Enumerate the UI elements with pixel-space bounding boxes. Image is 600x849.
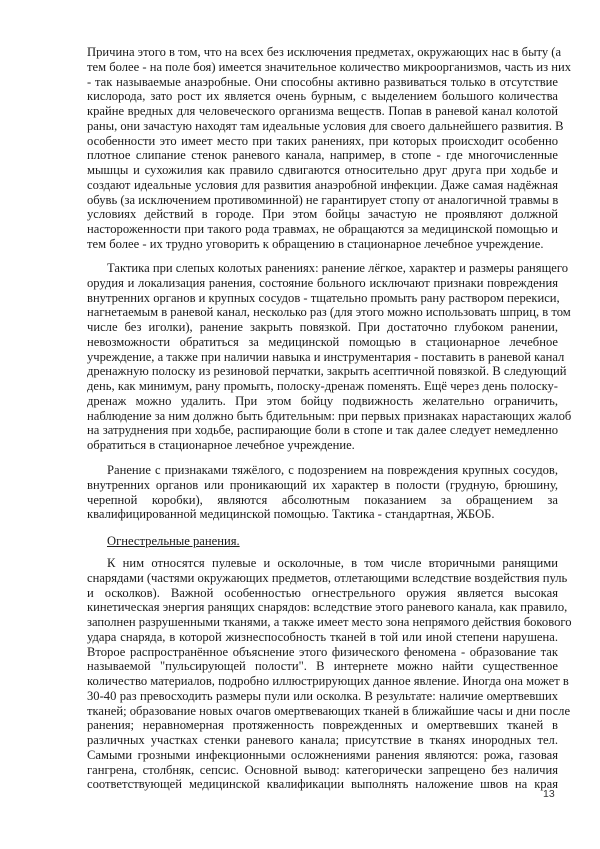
text-line: мышцы и сухожилия как правило сдвигаются относительно друг друга при ходьбе и: [87, 163, 558, 177]
text-line: и осколков). Важной особенностью огнестрельного оружия является высокая: [87, 585, 558, 600]
text-line: нагнетаемым в раневой канал, несколько раз (для этого можно использовать шприц, в том: [87, 305, 571, 320]
text-line: наблюдение за ним должно быть бдительным: при первых признаках нарастающих жалоб: [87, 408, 572, 423]
text-line: особенности это имеет место при таких ранениях, при которых происходит особенно: [87, 133, 558, 148]
text-line: ранения; неравномерная протяженность поврежденных и омертвевших тканей в: [87, 718, 558, 733]
text-line: внутренних органов или проникающий их характер в полости (грудную, брюшину,: [87, 477, 558, 492]
text-line: дренаж можно удалить. При этом бойцу подвижность желательно ограничить,: [87, 393, 558, 408]
text-line: Второе распространённое объяснение этого физического феномена - образование так: [87, 644, 558, 659]
section-heading-gunshot-wounds: Огнестрельные ранения.: [107, 534, 240, 548]
text-line: настороженности при такого рода травмах, не обращаются за медицинской помощью и: [87, 222, 558, 236]
text-line: заполнен разрушенными тканями, а также имеет место зона непрямого действия бокового: [87, 615, 572, 629]
text-line: обувь (за исключением противоминной) не гарантирует стопу от аналогичной травмы в: [87, 192, 559, 207]
text-line: Тактика при слепых колотых ранениях: ранение лёгкое, характер и размеры ранящего: [107, 261, 569, 275]
text-line: - так называемые анаэробные. Они способны активно развиваться только в отсутствие: [87, 74, 558, 89]
text-line: соответствующей медицинской квалификации выполнять наложение швов на края: [87, 777, 558, 792]
text-line: тем более - на поле боя) имеется значительное количество микроорганизмов, часть из них: [87, 59, 572, 74]
text-line: учреждение, а также при наличии навыка и инструментария - поставить в раневой канал: [87, 349, 565, 364]
paragraph-severe-wounds: [87, 463, 558, 522]
page-number: 13: [543, 788, 555, 800]
text-line: гангрена, столбняк, сепсис. Основной вывод: категорически запрещено без наличия: [87, 762, 558, 777]
text-line: обратиться в стационарное лечебное учреждение.: [87, 438, 355, 452]
text-line: создают идеальные условия для развития анаэробной инфекции. Даже самая надёжная: [87, 177, 558, 192]
text-line: кинетическая энергия ранящих снарядов: вследствие этого раневого канала, как правило,: [87, 600, 568, 615]
text-line: снарядами (частями окружающих предметов, отлетающими вследствие воздействия пуль: [87, 570, 568, 585]
text-line: крайне вредных для человеческого организма веществ. Попав в раневой канал колотой: [87, 104, 558, 118]
text-line: К ним относятся пулевые и осколочные, в том числе вторичными ранящими: [107, 556, 558, 570]
text-line: Ранение с признаками тяжёлого, с подозрением на повреждения крупных сосудов,: [107, 463, 558, 477]
text-line: условиях действий в городе. При этом бойцы зачастую не проявляют должной: [87, 207, 558, 222]
text-line: день, как минимум, рану промыть, полоску-дренаж поменять. Ещё через день полоску-: [87, 379, 558, 393]
text-line: количество материалов, подробно иллюстрирующих данное явление. Иногда она может в: [87, 674, 569, 688]
text-line: различных участках стенки раневого канала; присутствие в тканях инородных тел.: [87, 733, 558, 747]
text-line: дренажную полоску из резиновой перчатки, закрыть асептичной повязкой. В следующий: [87, 364, 567, 379]
text-line: 30-40 раз превосходить размеры пули или осколка. В результате: наличие омертвевших: [87, 688, 558, 703]
text-line: удара снаряда, в которой жизнеспособность тканей в той или иной степени нарушена.: [87, 629, 558, 644]
text-line: раны, они зачастую находят там идеальные условия для своего дальнейшего развития. В: [87, 118, 564, 133]
text-line: тем более - их трудно уговорить к обращению в стационарное лечебное учреждение.: [87, 236, 544, 251]
text-line: числе без иголки), ранение закрыть повязкой. При достаточно глубоком ранении,: [87, 320, 558, 334]
text-line: орудия и локализация ранения, состояние больного исключают признаки повреждения: [87, 275, 558, 290]
text-line: называемой "пульсирующей полости". В интернете можно найти существенное: [87, 659, 558, 674]
paragraph-gunshot-wounds: [87, 556, 572, 792]
paragraph-anaerobic-infection: [87, 45, 572, 252]
text-line: Самыми грозными инфекционными осложнениями ранения являются: рожа, газовая: [87, 747, 558, 762]
text-line: Причина этого в том, что на всех без исключения предметах, окружающих нас в быту (а: [87, 45, 562, 59]
text-line: плотное слипание стенок раневого канала, например, в стопе - где многочисленные: [87, 148, 558, 163]
text-line: тканей; образование новых очагов омертвевающих тканей в ближайшие часы и дни после: [87, 703, 571, 718]
text-line: на затруднения при ходьбе, распирающие боли в стопе и так далее следует немедленно: [87, 423, 558, 438]
text-line: черепной коробки), являются абсолютным показанием за обращением за: [87, 492, 558, 507]
text-line: кислорода, зато рост их является очень бурным, с выделением большого количества: [87, 89, 558, 104]
text-line: внутренних органов и крупных сосудов - тщательно промыть рану раствором перекиси,: [87, 290, 560, 305]
text-line: квалифицированной медицинской помощью. Тактика - стандартная, ЖБОБ.: [87, 507, 495, 522]
paragraph-blind-stab-wounds-tactics: [87, 261, 572, 453]
text-line: невозможности обратиться за медицинской помощью в стационарное лечебное: [87, 334, 558, 349]
